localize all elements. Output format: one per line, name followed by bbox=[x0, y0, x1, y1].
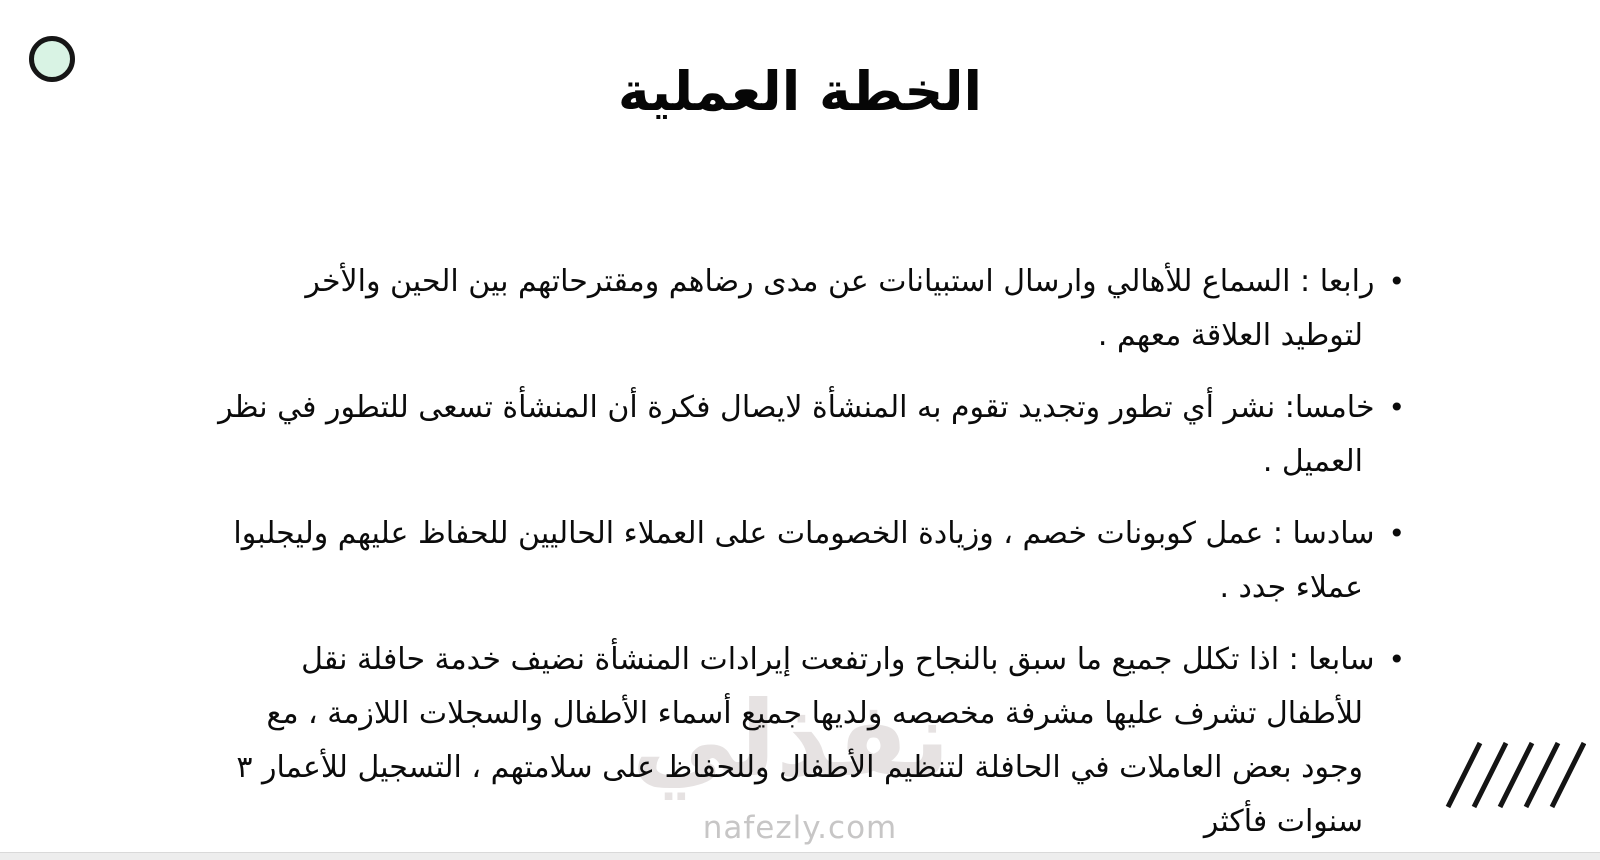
bullet-line: العميل . bbox=[1262, 444, 1363, 479]
bullet-text: رابعا : السماع للأهالي وارسال استبيانات عن مدى رضاهم ومقترحاتهم بين الحين والأخر bbox=[305, 264, 1375, 299]
bullet-line bbox=[218, 255, 1405, 309]
bullet-line: عملاء جدد . bbox=[1219, 570, 1363, 605]
watermark-logo: نفذلي bbox=[631, 678, 950, 800]
bullet-marker-icon: • bbox=[1388, 391, 1405, 424]
bullet-line: وجود بعض العاملات في الحافلة لتنظيم الأطفال وللحفاظ على سلامتهم ، التسجيل للأعمار ٣ bbox=[236, 750, 1363, 785]
slashes-icon bbox=[1444, 741, 1586, 809]
bullet-item bbox=[218, 633, 1405, 849]
bullet-line bbox=[218, 507, 1405, 561]
bullet-line bbox=[218, 633, 1405, 687]
watermark-site-text: nafezly.com bbox=[702, 810, 898, 846]
bullet-item bbox=[218, 381, 1405, 489]
bullet-marker-icon: • bbox=[1388, 265, 1405, 298]
bullet-list bbox=[218, 255, 1405, 860]
bullet-marker-icon: • bbox=[1388, 517, 1405, 550]
bullet-text: سابعا : اذا تكلل جميع ما سبق بالنجاح وارتفعت إيرادات المنشأة نضيف خدمة حافلة نقل bbox=[301, 642, 1375, 677]
bullet-line: سنوات فأكثر bbox=[1203, 804, 1363, 839]
bottom-strip bbox=[0, 852, 1600, 860]
bullet-item bbox=[218, 507, 1405, 615]
bullet-line bbox=[218, 381, 1405, 435]
bullet-text: خامسا: نشر أي تطور وتجديد تقوم به المنشأة لايصال فكرة أن المنشأة تسعى للتطور في نظر bbox=[218, 390, 1375, 425]
bullet-text: سادسا : عمل كوبونات خصم ، وزيادة الخصومات على العملاء الحاليين للحفاظ عليهم وليجلبوا bbox=[233, 516, 1375, 551]
bullet-line: للأطفال تشرف عليها مشرفة مخصصه ولديها جميع أسماء الأطفال والسجلات اللازمة ، مع bbox=[266, 696, 1363, 731]
bullet-line: لتوطيد العلاقة معهم . bbox=[1097, 318, 1363, 353]
bullet-item bbox=[218, 255, 1405, 363]
bullet-marker-icon: • bbox=[1388, 643, 1405, 676]
slide-title: الخطة العملية bbox=[617, 60, 983, 124]
